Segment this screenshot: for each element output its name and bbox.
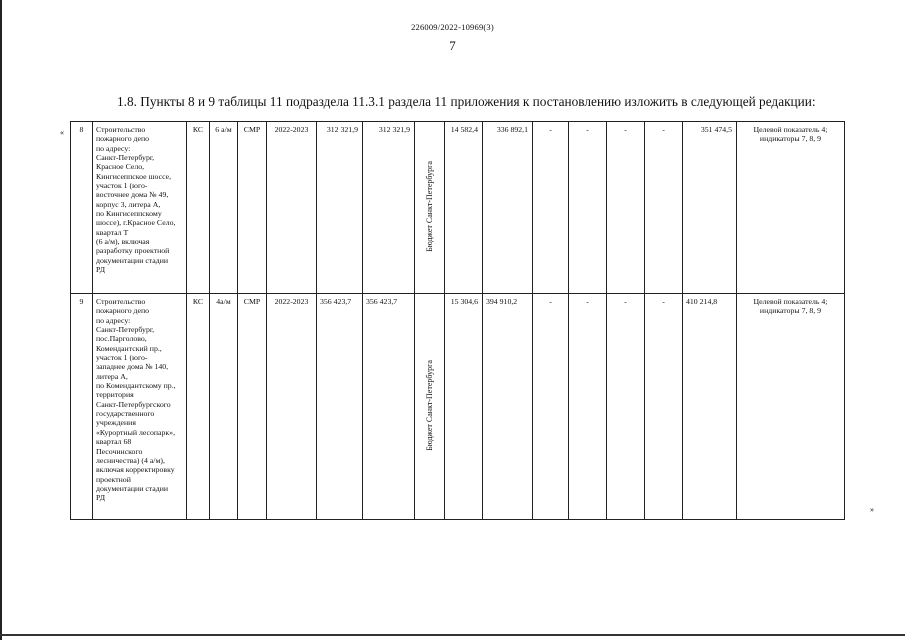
close-quote-mark: » — [870, 505, 874, 514]
remaining-cost: 312 321,9 — [363, 122, 415, 294]
total-amount: 351 474,5 — [683, 122, 737, 294]
empty-amount: - — [569, 122, 607, 294]
project-description: Строительство пожарного депо по адресу: Санкт-Петербург, пос.Парголово, Комендантский пр., участок 1 (юго- западнее дома № 140, литера А, по Комендантскому пр., территория Санкт-Петербургского государственного учреждения «Курортный лесопарк», квартал 68 Песочинского лесничества) (4 а/м), включая корректировку проектной документации стадии РД — [93, 294, 187, 520]
total-cost: 356 423,7 — [317, 294, 363, 520]
empty-amount: - — [533, 294, 569, 520]
document-registration-code: 226009/2022-10969(3) — [411, 22, 494, 32]
row-number: 8 — [71, 122, 93, 294]
work-stage: СМР — [238, 294, 267, 520]
program-table — [70, 121, 845, 520]
funding-source-cell — [415, 122, 445, 294]
page-border-bottom — [0, 634, 905, 636]
amount-2022: 14 582,4 — [445, 122, 483, 294]
page-border-left — [0, 0, 2, 640]
section-heading: 1.8. Пункты 8 и 9 таблицы 11 подраздела 11.3.1 раздела 11 приложения к постановлению изложить в следующей редакции: — [117, 94, 816, 109]
object-type: КС — [187, 294, 210, 520]
amount-2022: 15 304,6 — [445, 294, 483, 520]
total-cost: 312 321,9 — [317, 122, 363, 294]
funding-source-cell — [415, 294, 445, 520]
object-type: КС — [187, 122, 210, 294]
empty-amount: - — [569, 294, 607, 520]
table-row — [71, 122, 845, 294]
work-stage: СМР — [238, 122, 267, 294]
funding-source: Бюджет Санкт-Петербурга — [424, 360, 434, 452]
total-amount: 410 214,8 — [683, 294, 737, 520]
object-capacity: 4а/м — [210, 294, 238, 520]
funding-source: Бюджет Санкт-Петербурга — [424, 161, 434, 253]
amount-2023: 336 892,1 — [483, 122, 533, 294]
amount-2023: 394 910,2 — [483, 294, 533, 520]
empty-amount: - — [607, 294, 645, 520]
object-capacity: 6 а/м — [210, 122, 238, 294]
empty-amount: - — [607, 122, 645, 294]
remaining-cost: 356 423,7 — [363, 294, 415, 520]
table-row — [71, 294, 845, 520]
project-description: Строительство пожарного депо по адресу: Санкт-Петербург, Красное Село, Кингисеппское шоссе, участок 1 (юго- восточнее дома № 49, корпус 3, литера А, по Кингисеппскому шоссе), г.Красное Село, квартал Т (6 а/м), включая разработку проектной документации стадии РД — [93, 122, 187, 294]
implementation-period: 2022-2023 — [267, 122, 317, 294]
row-number: 9 — [71, 294, 93, 520]
page-number: 7 — [449, 38, 456, 53]
implementation-period: 2022-2023 — [267, 294, 317, 520]
target-indicators: Целевой показатель 4; индикаторы 7, 8, 9 — [737, 122, 845, 294]
open-quote-mark: « — [60, 128, 64, 137]
empty-amount: - — [645, 294, 683, 520]
empty-amount: - — [645, 122, 683, 294]
empty-amount: - — [533, 122, 569, 294]
target-indicators: Целевой показатель 4; индикаторы 7, 8, 9 — [737, 294, 845, 520]
